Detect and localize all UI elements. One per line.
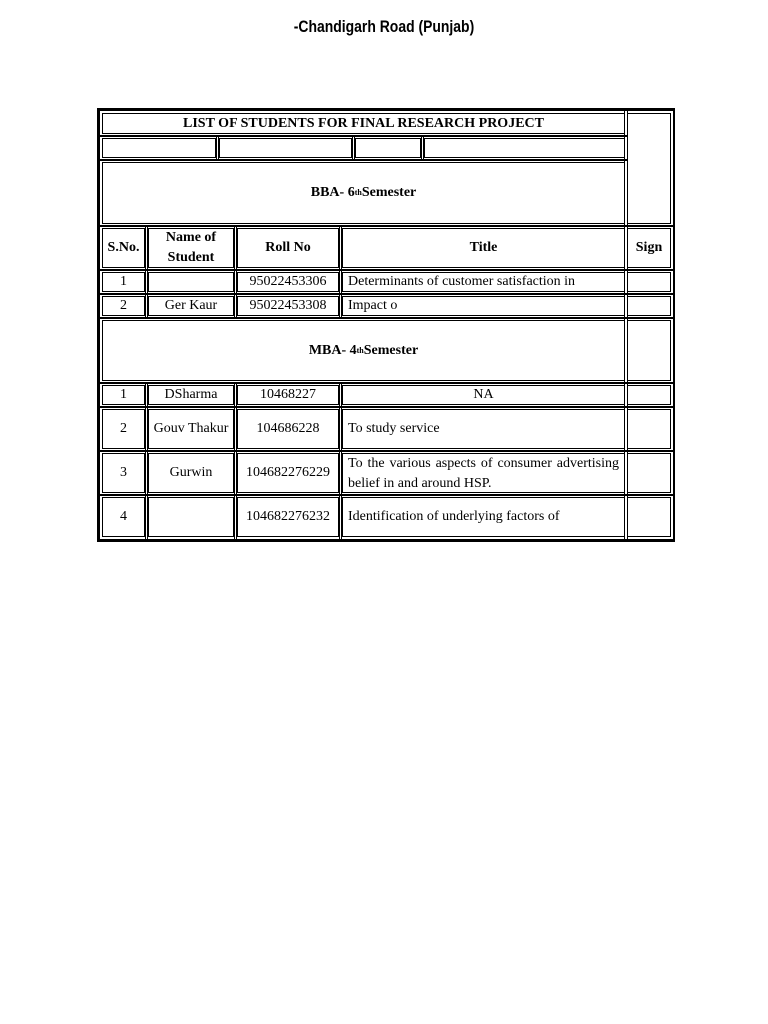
mba-row-4-name — [148, 497, 234, 537]
bba-semester-heading — [102, 162, 625, 224]
blank-cell — [424, 138, 625, 158]
bba-row-1-title: Determinants of customer satisfaction in — [342, 272, 625, 292]
bba-row-1-sno: 1 — [102, 272, 145, 292]
mba-row-4-roll: 104682276232 — [237, 497, 339, 537]
blank-cell — [102, 138, 216, 158]
mba-row-3-roll: 104682276229 — [237, 453, 339, 493]
bba-row-2-sign — [627, 296, 671, 316]
mba-row-3-sign — [627, 453, 671, 493]
col-header-sno: S.No. — [102, 228, 145, 268]
mba-row-4-sno: 4 — [102, 497, 145, 537]
table-title: LIST OF STUDENTS FOR FINAL RESEARCH PROJECT — [102, 113, 625, 134]
bba-row-1-sign — [627, 272, 671, 292]
mba-row-2-roll: 104686228 — [237, 409, 339, 449]
mba-row-4-sign — [627, 497, 671, 537]
mba-suffix: Semester — [363, 342, 419, 358]
mba-sup: th — [356, 345, 364, 355]
bba-prefix: BBA- 6 — [310, 185, 355, 200]
page-header: -Chandigarh Road (Punjab) — [293, 17, 475, 36]
mba-row-2-sno: 2 — [102, 409, 145, 449]
blank-cell — [355, 138, 421, 158]
bba-row-2-title: Impact o — [342, 296, 625, 316]
blank-cell — [219, 138, 352, 158]
mba-prefix: MBA- 4 — [308, 342, 357, 358]
mba-row-2-sign — [627, 409, 671, 449]
mba-row-4-title: Identification of underlying factors of — [342, 497, 625, 537]
col-header-title: Title — [342, 228, 625, 268]
bba-row-2-name: Ger Kaur — [148, 296, 234, 316]
bba-sup: th — [354, 188, 362, 197]
bba-suffix: Semester — [361, 185, 417, 200]
bba-row-1-roll: 95022453306 — [237, 272, 339, 292]
bba-row-2-roll: 95022453308 — [237, 296, 339, 316]
mba-row-1-name: DSharma — [148, 385, 234, 405]
mba-row-1-sign — [627, 385, 671, 405]
sign-header-blank — [627, 113, 671, 224]
mba-row-1-title: NA — [342, 385, 625, 405]
bba-row-2-sno: 2 — [102, 296, 145, 316]
mba-row-1-sno: 1 — [102, 385, 145, 405]
mba-row-3-name: Gurwin — [148, 453, 234, 493]
col-header-name: Name of Student — [148, 228, 234, 268]
mba-row-3-title: To the various aspects of consumer advertising belief in and around HSP. — [342, 453, 625, 493]
mba-semester-heading — [102, 320, 625, 381]
bba-row-1-name — [148, 272, 234, 292]
col-header-sign: Sign — [627, 228, 671, 268]
mba-row-3-sno: 3 — [102, 453, 145, 493]
mba-sign-blank — [627, 320, 671, 381]
student-list-table — [97, 108, 675, 542]
mba-row-2-title: To study service — [342, 409, 625, 449]
mba-row-1-roll: 10468227 — [237, 385, 339, 405]
col-header-roll: Roll No — [237, 228, 339, 268]
mba-row-2-name: Gouv Thakur — [148, 409, 234, 449]
